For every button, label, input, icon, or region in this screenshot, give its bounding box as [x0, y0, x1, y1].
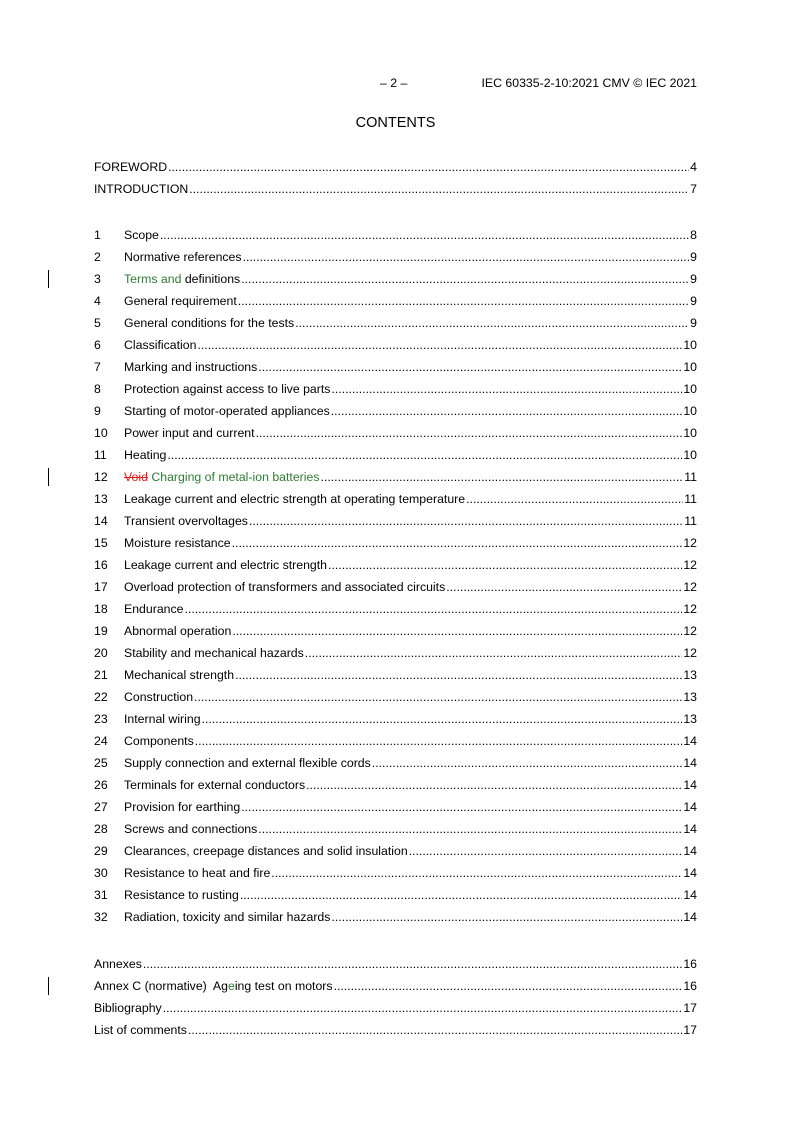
toc-entry-clause-5[interactable]: 5 General conditions for the tests ..... 9: [94, 315, 697, 331]
change-bar: [48, 468, 49, 486]
toc-entry-clause-19[interactable]: 19 Abnormal operation ..... 12: [94, 623, 697, 639]
inserted-text: Terms and: [124, 272, 182, 286]
leader-dots: [168, 159, 689, 175]
toc-entry-introduction[interactable]: INTRODUCTION ..... 7: [94, 181, 697, 197]
leader-dots: [241, 271, 689, 287]
toc-entry-clause-11[interactable]: 11 Heating ..... 10: [94, 447, 697, 463]
leader-dots: [184, 601, 682, 617]
leader-dots: [202, 711, 683, 727]
inserted-text: e: [227, 979, 235, 993]
leader-dots: [243, 249, 690, 265]
toc-entry-clause-12[interactable]: 12 Void Charging of metal-ion batteries ..... 11: [94, 469, 697, 485]
leader-dots: [160, 227, 689, 243]
toc-entry-clause-6[interactable]: 6 Classification ..... 10: [94, 337, 697, 353]
leader-dots: [328, 557, 682, 573]
toc-entry-clause-26[interactable]: 26 Terminals for external conductors ..... 14: [94, 777, 697, 793]
leader-dots: [295, 315, 689, 331]
leader-dots: [256, 425, 683, 441]
toc-entry-clause-1[interactable]: 1 Scope ..... 8: [94, 227, 697, 243]
leader-dots: [446, 579, 682, 595]
leader-dots: [409, 843, 683, 859]
toc-entry-list-of-comments[interactable]: List of comments ..... 17: [94, 1022, 697, 1038]
toc-entry-clause-2[interactable]: 2 Normative references ..... 9: [94, 249, 697, 265]
leader-dots: [321, 469, 684, 485]
toc-entry-clause-29[interactable]: 29 Clearances, creepage distances and solid insulation ..... 14: [94, 843, 697, 859]
toc-entry-clause-14[interactable]: 14 Transient overvoltages ..... 11: [94, 513, 697, 529]
leader-dots: [241, 799, 682, 815]
toc-entry-clause-32[interactable]: 32 Radiation, toxicity and similar hazards ..... 14: [94, 909, 697, 925]
toc-entry-clause-15[interactable]: 15 Moisture resistance ..... 12: [94, 535, 697, 551]
toc-entry-clause-9[interactable]: 9 Starting of motor-operated appliances ..... 10: [94, 403, 697, 419]
toc-entry-clause-30[interactable]: 30 Resistance to heat and fire ..... 14: [94, 865, 697, 881]
change-bar: [48, 977, 49, 995]
leader-dots: [306, 777, 682, 793]
leader-dots: [372, 755, 683, 771]
toc-entry-clause-8[interactable]: 8 Protection against access to live parts ..... 10: [94, 381, 697, 397]
leader-dots: [167, 447, 682, 463]
leader-dots: [271, 865, 682, 881]
toc-entry-clause-4[interactable]: 4 General requirement ..... 9: [94, 293, 697, 309]
toc-entry-bibliography[interactable]: Bibliography ..... 17: [94, 1000, 697, 1016]
toc-entry-clause-22[interactable]: 22 Construction ..... 13: [94, 689, 697, 705]
page-number: – 2 –: [380, 76, 408, 90]
leader-dots: [163, 1000, 683, 1016]
leader-dots: [258, 359, 682, 375]
page-title: CONTENTS: [355, 115, 436, 131]
page-header: [94, 76, 697, 92]
leader-dots: [249, 513, 683, 529]
leader-dots: [331, 403, 683, 419]
toc-entry-annexes[interactable]: Annexes ..... 16: [94, 956, 697, 972]
toc-entry-clause-25[interactable]: 25 Supply connection and external flexible cords ..... 14: [94, 755, 697, 771]
leader-dots: [235, 667, 682, 683]
leader-dots: [331, 909, 682, 925]
toc-entry-clause-31[interactable]: 31 Resistance to rusting ..... 14: [94, 887, 697, 903]
toc-entry-clause-16[interactable]: 16 Leakage current and electric strength ..... 12: [94, 557, 697, 573]
toc-entry-foreword[interactable]: FOREWORD ..... 4: [94, 159, 697, 175]
toc-entry-clause-20[interactable]: 20 Stability and mechanical hazards ..... 12: [94, 645, 697, 661]
leader-dots: [238, 293, 689, 309]
toc-entry-clause-18[interactable]: 18 Endurance ..... 12: [94, 601, 697, 617]
deleted-text: Void: [124, 470, 148, 484]
change-bar: [48, 270, 49, 288]
toc-entry-clause-17[interactable]: 17 Overload protection of transformers and associated circuits ..... 12: [94, 579, 697, 595]
leader-dots: [188, 1022, 682, 1038]
inserted-text: Charging of metal-ion batteries: [147, 470, 320, 484]
toc-entry-annex-c[interactable]: Annex C (normative) Ageing test on motors ..... 16: [94, 978, 697, 994]
leader-dots: [331, 381, 682, 397]
leader-dots: [240, 887, 682, 903]
leader-dots: [258, 821, 682, 837]
toc-entry-clause-28[interactable]: 28 Screws and connections ..... 14: [94, 821, 697, 837]
toc-entry-clause-7[interactable]: 7 Marking and instructions ..... 10: [94, 359, 697, 375]
toc-entry-clause-27[interactable]: 27 Provision for earthing ..... 14: [94, 799, 697, 815]
toc-entry-clause-24[interactable]: 24 Components ..... 14: [94, 733, 697, 749]
toc-entry-clause-23[interactable]: 23 Internal wiring ..... 13: [94, 711, 697, 727]
toc-entry-clause-10[interactable]: 10 Power input and current ..... 10: [94, 425, 697, 441]
leader-dots: [143, 956, 682, 972]
leader-dots: [334, 978, 683, 994]
leader-dots: [195, 733, 683, 749]
leader-dots: [189, 181, 689, 197]
toc-entry-clause-21[interactable]: 21 Mechanical strength ..... 13: [94, 667, 697, 683]
leader-dots: [194, 689, 682, 705]
leader-dots: [466, 491, 683, 507]
leader-dots: [197, 337, 682, 353]
leader-dots: [305, 645, 683, 661]
standard-reference: IEC 60335-2-10:2021 CMV © IEC 2021: [481, 76, 697, 90]
leader-dots: [232, 535, 683, 551]
toc-entry-clause-13[interactable]: 13 Leakage current and electric strength at operating temperature ..... 11: [94, 491, 697, 507]
leader-dots: [232, 623, 682, 639]
toc-entry-clause-3[interactable]: 3 Terms and definitions ..... 9: [94, 271, 697, 287]
